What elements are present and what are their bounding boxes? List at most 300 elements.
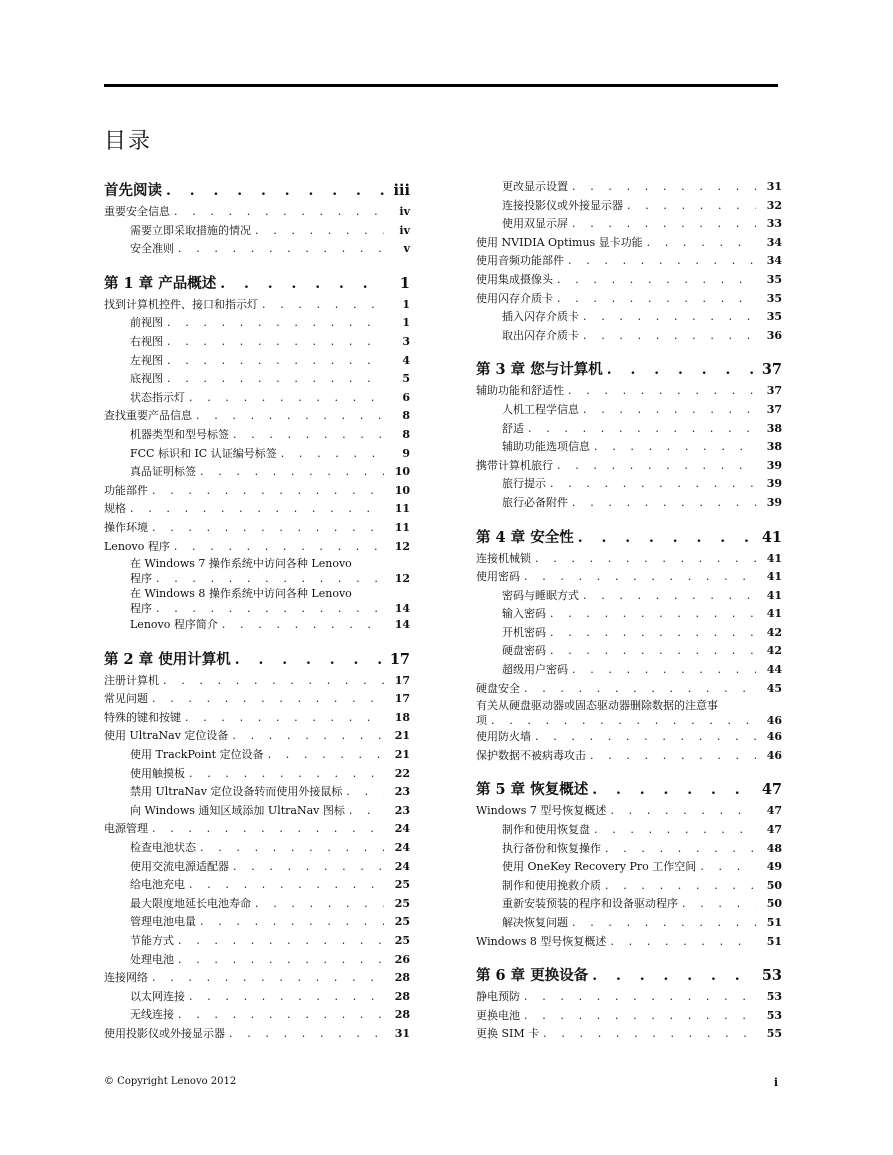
dot-leader [167,370,384,389]
toc-entry[interactable] [476,252,782,271]
toc-entry[interactable] [104,839,410,858]
dot-leader [200,463,384,482]
toc-entry[interactable] [476,661,782,680]
toc-entry-page: 46 [766,730,782,744]
toc-entry[interactable] [476,642,782,661]
toc-entry-title: 辅助功能和舒适性 [476,384,564,398]
toc-entry-title: 第 3 章 您与计算机 [476,361,603,379]
toc-entry-page: 17 [389,650,410,668]
toc-entry-title: 首先阅读 [104,182,162,199]
toc-entry-title: 机器类型和型号标签 [130,427,229,441]
dot-leader [130,500,384,519]
toc-entry-page: 35 [766,272,782,286]
dot-leader [572,914,756,933]
toc-entry-title: 真品证明标签 [130,465,196,479]
toc-entry-page: 8 [402,409,410,423]
toc-entry-title: 无线连接 [130,1008,174,1022]
toc-entry-title: 找到计算机控件、接口和指示灯 [104,297,258,311]
dot-leader [189,389,384,408]
toc-entry-page: 28 [394,1008,410,1022]
toc-entry-page: 46 [766,714,782,728]
toc-entry[interactable] [476,698,782,728]
dot-leader [550,475,756,494]
toc-entry-page: 49 [766,860,782,874]
toc-chapter-entry[interactable] [476,963,782,988]
toc-entry[interactable] [104,783,410,802]
toc-entry-title: 底视图 [130,372,163,386]
toc-entry[interactable] [104,895,410,914]
toc-entry-page: 25 [394,878,410,892]
dot-leader [528,420,756,439]
toc-entry[interactable] [104,690,410,709]
toc-entry-title: 输入密码 [502,607,546,621]
toc-entry-page: 24 [394,859,410,873]
toc-entry[interactable] [476,1025,782,1044]
toc-entry-page: 37 [766,402,782,416]
dot-leader [557,457,756,476]
toc-entry-page: 42 [766,644,782,658]
toc-entry-title: 操作环境 [104,520,148,534]
toc-entry-page: 35 [766,291,782,305]
toc-entry-title: 需要立即采取措施的情况 [130,223,251,237]
toc-entry-page: 23 [394,785,410,799]
toc-entry[interactable] [104,746,410,765]
toc-entry-page: 41 [766,588,782,602]
dot-leader [178,240,384,259]
toc-entry-title: 硬盘密码 [502,644,546,658]
toc-entry[interactable] [104,240,410,259]
dot-leader [572,178,756,197]
toc-entry[interactable] [476,197,782,216]
toc-entry-title: 人机工程学信息 [502,402,579,416]
toc-entry[interactable] [476,550,782,569]
toc-chapter-entry[interactable] [104,271,410,296]
toc-entry[interactable] [104,407,410,426]
toc-entry[interactable] [104,876,410,895]
dot-leader [592,964,756,989]
toc-entry-title: 制作和使用挽救介质 [502,878,601,892]
toc-entry-page: 37 [766,384,782,398]
toc-entry-page: 12 [394,539,410,553]
toc-entry-page: v [403,242,410,256]
dot-leader [550,605,756,624]
toc-entry-page: 46 [766,748,782,762]
toc-entry-title: 使用 OneKey Recovery Pro 工作空间 [502,860,697,874]
toc-entry[interactable] [104,203,410,222]
toc-entry-page: 25 [394,915,410,929]
toc-entry[interactable] [104,333,410,352]
dot-leader [152,969,384,988]
dot-leader [189,765,384,784]
toc-entry[interactable] [476,215,782,234]
toc-entry[interactable] [476,680,782,699]
toc-entry[interactable] [104,616,410,635]
toc-entry-page: 28 [394,971,410,985]
toc-entry[interactable] [104,314,410,333]
toc-entry-title: 静电预防 [476,990,520,1004]
toc-entry[interactable] [104,802,410,821]
dot-leader [174,203,384,222]
toc-entry[interactable] [476,290,782,309]
dot-leader [583,401,756,420]
toc-entry-title: 向 Windows 通知区域添加 UltraNav 图标 [130,803,345,817]
toc-entry[interactable] [104,1006,410,1025]
toc-entry-title: 携带计算机旅行 [476,458,553,472]
toc-entry-page: 53 [766,1008,782,1022]
toc-left-column [104,178,410,1044]
toc-entry-title: 辅助功能选项信息 [502,440,590,454]
toc-entry-title: 插入闪存介质卡 [502,310,579,324]
toc-entry-title: 使用交流电源适配器 [130,859,229,873]
toc-entry-page: 36 [766,328,782,342]
toc-entry-page: 50 [766,897,782,911]
toc-entry[interactable] [476,178,782,197]
toc-entry[interactable] [104,519,410,538]
toc-entry[interactable] [104,482,410,501]
toc-entry-title: 取出闪存介质卡 [502,328,579,342]
dot-leader [229,1025,384,1044]
toc-entry-title: 右视图 [130,334,163,348]
toc-entry[interactable] [476,234,782,253]
toc-entry-page: 39 [766,495,782,509]
toc-entry-page: 9 [402,446,410,460]
toc-entry[interactable] [104,352,410,371]
toc-entry-title: 规格 [104,502,126,516]
toc-entry-page: 34 [766,235,782,249]
toc-entry-page: 53 [766,990,782,1004]
toc-entry-title: 功能部件 [104,483,148,497]
toc-entry-page: 37 [761,361,782,379]
dot-leader [568,382,756,401]
toc-entry[interactable] [104,222,410,241]
toc-entry[interactable] [104,1025,410,1044]
toc-entry-page: 39 [766,477,782,491]
toc-entry[interactable] [104,765,410,784]
toc-entry[interactable] [476,401,782,420]
toc-entry-page: 53 [761,967,782,985]
toc-entry[interactable] [476,438,782,457]
toc-entry-title: 禁用 UltraNav 定位设备转而使用外接鼠标 [130,785,343,799]
toc-entry-page: 26 [394,952,410,966]
toc-entry[interactable] [476,568,782,587]
dot-leader [550,642,756,661]
dot-leader [557,290,756,309]
toc-entry[interactable] [476,624,782,643]
dot-leader [594,438,756,457]
toc-entry-page: 1 [402,297,410,311]
toc-entry-title: 保护数据不被病毒攻击 [476,748,586,762]
toc-entry[interactable] [104,586,410,616]
dot-leader [178,951,384,970]
dot-leader [152,690,384,709]
toc-entry-title: Lenovo 程序简介 [130,618,218,632]
toc-entry[interactable] [476,271,782,290]
toc-entry-title: Windows 7 型号恢复概述 [476,804,607,818]
toc-entry-title: 使用双显示屏 [502,217,568,231]
dot-leader [627,197,756,216]
toc-chapter-entry[interactable] [104,647,410,672]
dot-leader [235,648,384,673]
toc-entry[interactable] [104,820,410,839]
dot-leader [255,222,384,241]
copyright-notice: © Copyright Lenovo 2012 [104,1076,237,1087]
dot-leader [167,352,384,371]
dot-leader [572,215,756,234]
toc-entry[interactable] [476,840,782,859]
toc-entry[interactable] [104,727,410,746]
dot-leader [174,538,384,557]
toc-entry-page: 51 [766,916,782,929]
toc-entry-title: 重新安装预装的程序和设备驱动程序 [502,897,678,911]
toc-entry-page: 17 [394,692,410,706]
toc-entry-page: 41 [766,551,782,565]
toc-entry-title: 连接机械锁 [476,551,531,565]
toc-entry[interactable] [476,933,782,952]
toc-entry-title: 注册计算机 [104,673,159,687]
toc-entry-title: 第 6 章 更换设备 [476,967,589,985]
toc-entry-title: 查找重要产品信息 [104,409,192,423]
toc-chapter-entry[interactable] [476,357,782,382]
toc-entry-page: 8 [402,427,410,441]
toc-entry[interactable] [476,382,782,401]
dot-leader [605,840,756,859]
toc-entry-title: 更换 SIM 卡 [476,1027,540,1041]
dot-leader [152,820,384,839]
toc-entry-page: 39 [766,458,782,472]
toc-entry-title: 常见问题 [104,692,148,706]
toc-entry-page: 31 [394,1026,410,1040]
dot-leader [178,932,384,951]
dot-leader [189,988,384,1007]
toc-entry-page: 10 [394,483,410,497]
toc-entry[interactable] [476,420,782,439]
toc-entry-title: 密码与睡眠方式 [502,588,579,602]
dot-leader [568,252,756,271]
dot-leader [189,876,384,895]
toc-entry-title-continuation: 项 [476,714,487,728]
toc-entry-page: 14 [394,602,410,616]
toc-entry-title: 旅行必备附件 [502,495,568,509]
toc-entry-title: 连接网络 [104,971,148,985]
toc-entry-continuation-line [476,713,782,728]
dot-leader [156,571,384,586]
toc-entry-page: 24 [394,841,410,855]
dot-leader [682,895,756,914]
toc-entry-title: 制作和使用恢复盘 [502,823,590,837]
dot-leader [590,747,756,766]
toc-entry-title: 开机密码 [502,625,546,639]
toc-entry[interactable] [476,327,782,346]
toc-entry-page: 22 [394,766,410,780]
toc-entry[interactable] [476,457,782,476]
toc-entry-title: 使用投影仪或外接显示器 [104,1026,225,1040]
dot-leader [700,858,756,877]
toc-entry-page: 44 [766,663,782,677]
toc-entry-page: 11 [394,502,410,516]
dot-leader [163,672,384,691]
toc-entry[interactable] [476,914,782,933]
toc-entry-page: 18 [394,710,410,724]
toc-entry[interactable] [104,556,410,586]
toc-entry-page: 25 [394,896,410,910]
dot-leader [233,858,384,877]
toc-entry-page: iv [399,205,410,218]
dot-leader [200,839,384,858]
dot-leader [185,709,384,728]
toc-entry-page: 38 [766,421,782,435]
toc-entry[interactable] [476,802,782,821]
toc-entry-title: 使用触摸板 [130,766,185,780]
dot-leader [578,526,756,551]
toc-entry-title: 最大限度地延长电池寿命 [130,896,251,910]
dot-leader [524,680,756,699]
dot-leader [647,234,756,253]
toc-entry[interactable] [104,709,410,728]
toc-entry[interactable] [104,370,410,389]
toc-entry[interactable] [104,932,410,951]
toc-entry-title: 更换电池 [476,1008,520,1022]
toc-entry[interactable] [476,1007,782,1026]
toc-entry-title: 使用 UltraNav 定位设备 [104,729,229,743]
dot-leader [220,272,384,297]
toc-entry-title: 使用防火墙 [476,730,531,744]
toc-entry-continuation-line [130,571,410,586]
toc-entry-title: 节能方式 [130,934,174,947]
toc-entry[interactable] [104,389,410,408]
toc-chapter-entry[interactable] [476,525,782,550]
toc-entry-title: 超级用户密码 [502,663,568,677]
toc-entry-page: 14 [394,618,410,632]
dot-leader [268,746,384,765]
toc-entry[interactable] [476,877,782,896]
dot-leader [349,802,384,821]
toc-entry[interactable] [104,913,410,932]
toc-entry-page: 11 [394,520,410,534]
toc-entry[interactable] [476,988,782,1007]
toc-entry-title: 特殊的键和按键 [104,710,181,724]
toc-entry[interactable] [476,821,782,840]
toc-entry-title: 有关从硬盘驱动器或固态驱动器删除数据的注意事 [476,699,718,713]
toc-entry-title: 左视图 [130,353,163,367]
dot-leader [592,778,756,803]
toc-entry[interactable] [476,475,782,494]
toc-entry-title: 使用 NVIDIA Optimus 显卡功能 [476,235,643,249]
toc-entry[interactable] [104,672,410,691]
toc-right-column [476,178,782,1044]
toc-entry-title: 处理电池 [130,952,174,966]
top-rule [104,84,778,87]
toc-entry-title: 在 Windows 7 操作系统中访问各种 Lenovo [130,557,352,571]
toc-entry[interactable] [104,988,410,1007]
dot-leader [535,728,756,747]
toc-entry[interactable] [104,951,410,970]
toc-entry-page: 41 [766,570,782,584]
toc-entry-title-continuation: 程序 [130,572,152,586]
toc-entry-title: FCC 标识和 IC 认证编号标签 [130,446,277,460]
dot-leader [543,1025,756,1044]
toc-entry-page: 47 [761,781,782,799]
toc-entry[interactable] [104,858,410,877]
toc-entry-page: 35 [766,310,782,324]
dot-leader [610,802,756,821]
toc-entry[interactable] [104,296,410,315]
toc-entry-title: 使用密码 [476,570,520,584]
dot-leader [167,333,384,352]
dot-leader [572,661,756,680]
toc-entry[interactable] [104,426,410,445]
toc-entry-page: 31 [766,180,782,193]
toc-entry-title: 解决恢复问题 [502,916,568,929]
toc-entry[interactable] [476,747,782,766]
dot-leader [152,519,384,538]
toc-entry-page: 50 [766,878,782,892]
dot-leader [491,713,756,728]
toc-entry-page: 32 [766,198,782,212]
toc-entry-page: 5 [402,372,410,386]
toc-entry-title: 第 4 章 安全性 [476,528,574,546]
dot-leader [583,587,756,606]
toc-entry[interactable] [104,969,410,988]
toc-entry[interactable] [104,538,410,557]
toc-entry[interactable] [476,858,782,877]
toc-entry-title: Lenovo 程序 [104,539,170,553]
toc-entry[interactable] [104,463,410,482]
toc-entry-title: 第 5 章 恢复概述 [476,781,589,799]
toc-entry-title: 检查电池状态 [130,841,196,855]
toc-entry-page: 21 [394,729,410,743]
page-number: i [773,1076,778,1089]
toc-entry[interactable] [476,587,782,606]
toc-entry-page: 4 [402,353,410,367]
dot-leader [166,179,384,204]
toc-entry-title: 使用 TrackPoint 定位设备 [130,748,264,762]
dot-leader [594,821,756,840]
dot-leader [524,988,756,1007]
toc-entry-page: iii [393,182,410,199]
toc-entry[interactable] [476,728,782,747]
dot-leader [167,314,384,333]
dot-leader [255,895,384,914]
page-title: 目录 [104,129,153,154]
toc-entry[interactable] [476,605,782,624]
toc-chapter-entry[interactable] [104,178,410,203]
toc-entry[interactable] [104,445,410,464]
toc-entry-title: 硬盘安全 [476,681,520,695]
toc-entry-title: 舒适 [502,421,524,435]
toc-chapter-entry[interactable] [476,777,782,802]
dot-leader [572,494,756,513]
toc-entry-page: 28 [394,989,410,1003]
toc-entry[interactable] [476,494,782,513]
dot-leader [232,727,384,746]
toc-entry-title: 使用集成摄像头 [476,272,553,286]
toc-entry-page: 1 [399,274,410,292]
toc-entry-title: 重要安全信息 [104,205,170,218]
toc-entry[interactable] [476,308,782,327]
toc-entry[interactable] [476,895,782,914]
toc-entry-page: 41 [761,528,782,546]
toc-entry-page: 3 [402,334,410,348]
dot-leader [524,1007,756,1026]
toc-entry-title: 第 1 章 产品概述 [104,274,217,292]
toc-entry-title: 管理电池电量 [130,915,196,929]
toc-entry-title: 前视图 [130,316,163,330]
dot-leader [550,624,756,643]
dot-leader [233,426,384,445]
toc-entry[interactable] [104,500,410,519]
toc-entry-title: 执行备份和恢复操作 [502,841,601,855]
toc-entry-title: 给电池充电 [130,878,185,892]
